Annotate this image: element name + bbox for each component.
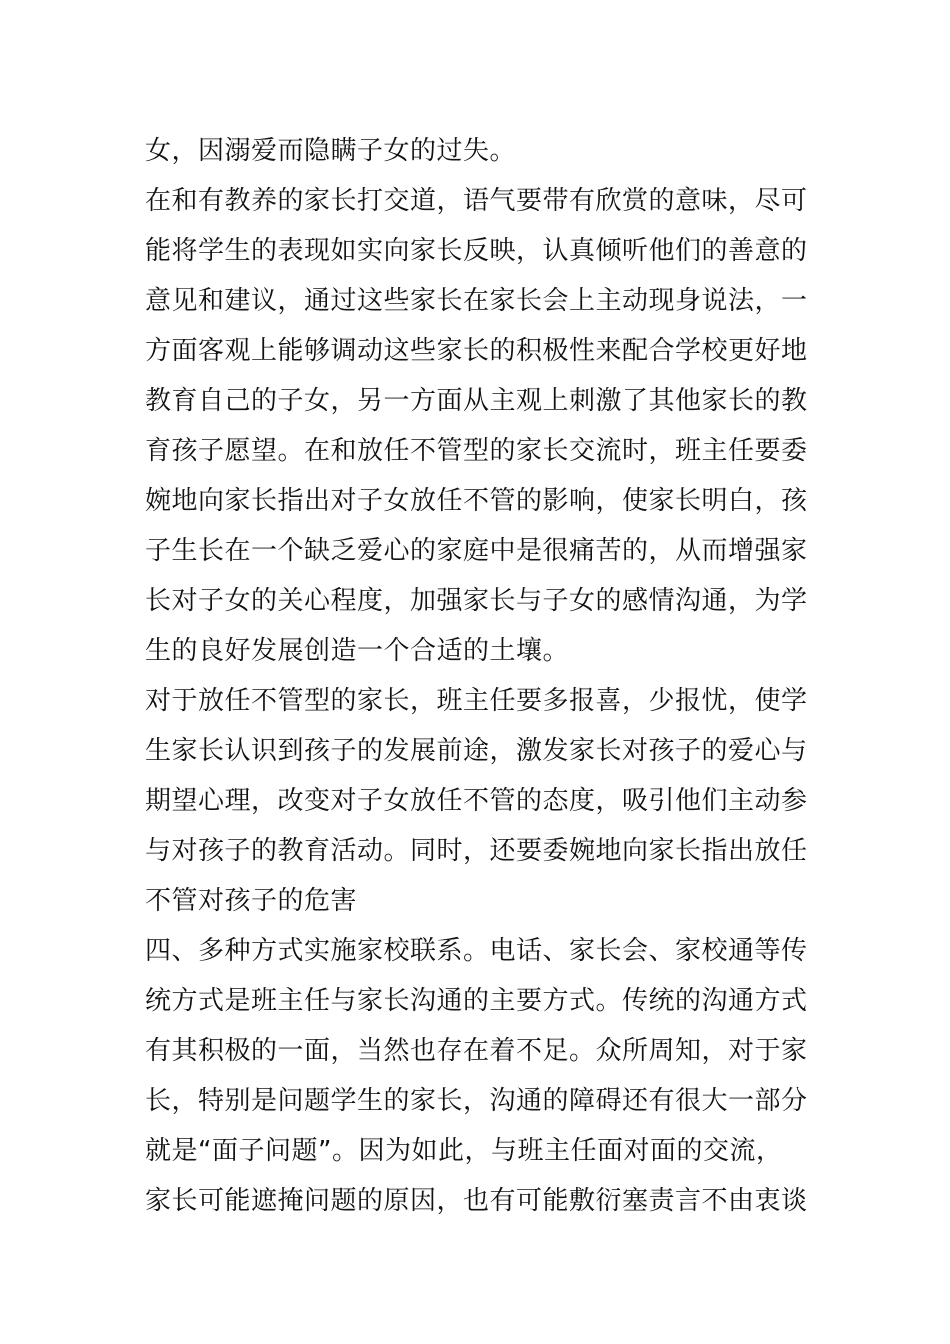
text-line: 婉地向家长指出对子女放任不管的影响，使家长明白，孩 <box>145 486 808 516</box>
text-line: 四、多种方式实施家校联系。电话、家长会、家校通等传 <box>145 936 808 966</box>
text-line: 不管对孩子的危害 <box>145 886 358 916</box>
text-line: 能将学生的表现如实向家长反映，认真倾听他们的善意的 <box>145 236 808 266</box>
text-line: 就是“面子问题”。因为如此，与班主任面对面的交流， <box>145 1136 783 1166</box>
text-line: 统方式是班主任与家长沟通的主要方式。传统的沟通方式 <box>145 986 808 1016</box>
text-line: 意见和建议，通过这些家长在家长会上主动现身说法，一 <box>145 286 808 316</box>
text-line: 子生长在一个缺乏爱心的家庭中是很痛苦的，从而增强家 <box>145 536 808 566</box>
body-text <box>145 126 815 1226</box>
text-line: 教育自己的子女，另一方面从主观上刺激了其他家长的教 <box>145 386 808 416</box>
text-line: 与对孩子的教育活动。同时，还要委婉地向家长指出放任 <box>145 836 808 866</box>
text-line: 生的良好发展创造一个合适的土壤。 <box>145 636 570 666</box>
text-line: 对于放任不管型的家长，班主任要多报喜，少报忧，使学 <box>145 686 808 716</box>
text-line: 长对子女的关心程度，加强家长与子女的感情沟通，为学 <box>145 586 808 616</box>
text-line: 在和有教养的家长打交道，语气要带有欣赏的意味，尽可 <box>145 186 808 216</box>
text-line: 生家长认识到孩子的发展前途，激发家长对孩子的爱心与 <box>145 736 808 766</box>
text-line: 女，因溺爱而隐瞒子女的过失。 <box>145 136 517 166</box>
text-line: 期望心理，改变对子女放任不管的态度，吸引他们主动参 <box>145 786 808 816</box>
text-line: 家长可能遮掩问题的原因，也有可能敷衍塞责言不由衷谈 <box>145 1186 808 1216</box>
text-line: 有其积极的一面，当然也存在着不足。众所周知，对于家 <box>145 1036 808 1066</box>
text-line: 长，特别是问题学生的家长，沟通的障碍还有很大一部分 <box>145 1086 808 1116</box>
text-line: 育孩子愿望。在和放任不管型的家长交流时，班主任要委 <box>145 436 808 466</box>
text-line: 方面客观上能够调动这些家长的积极性来配合学校更好地 <box>145 336 808 366</box>
